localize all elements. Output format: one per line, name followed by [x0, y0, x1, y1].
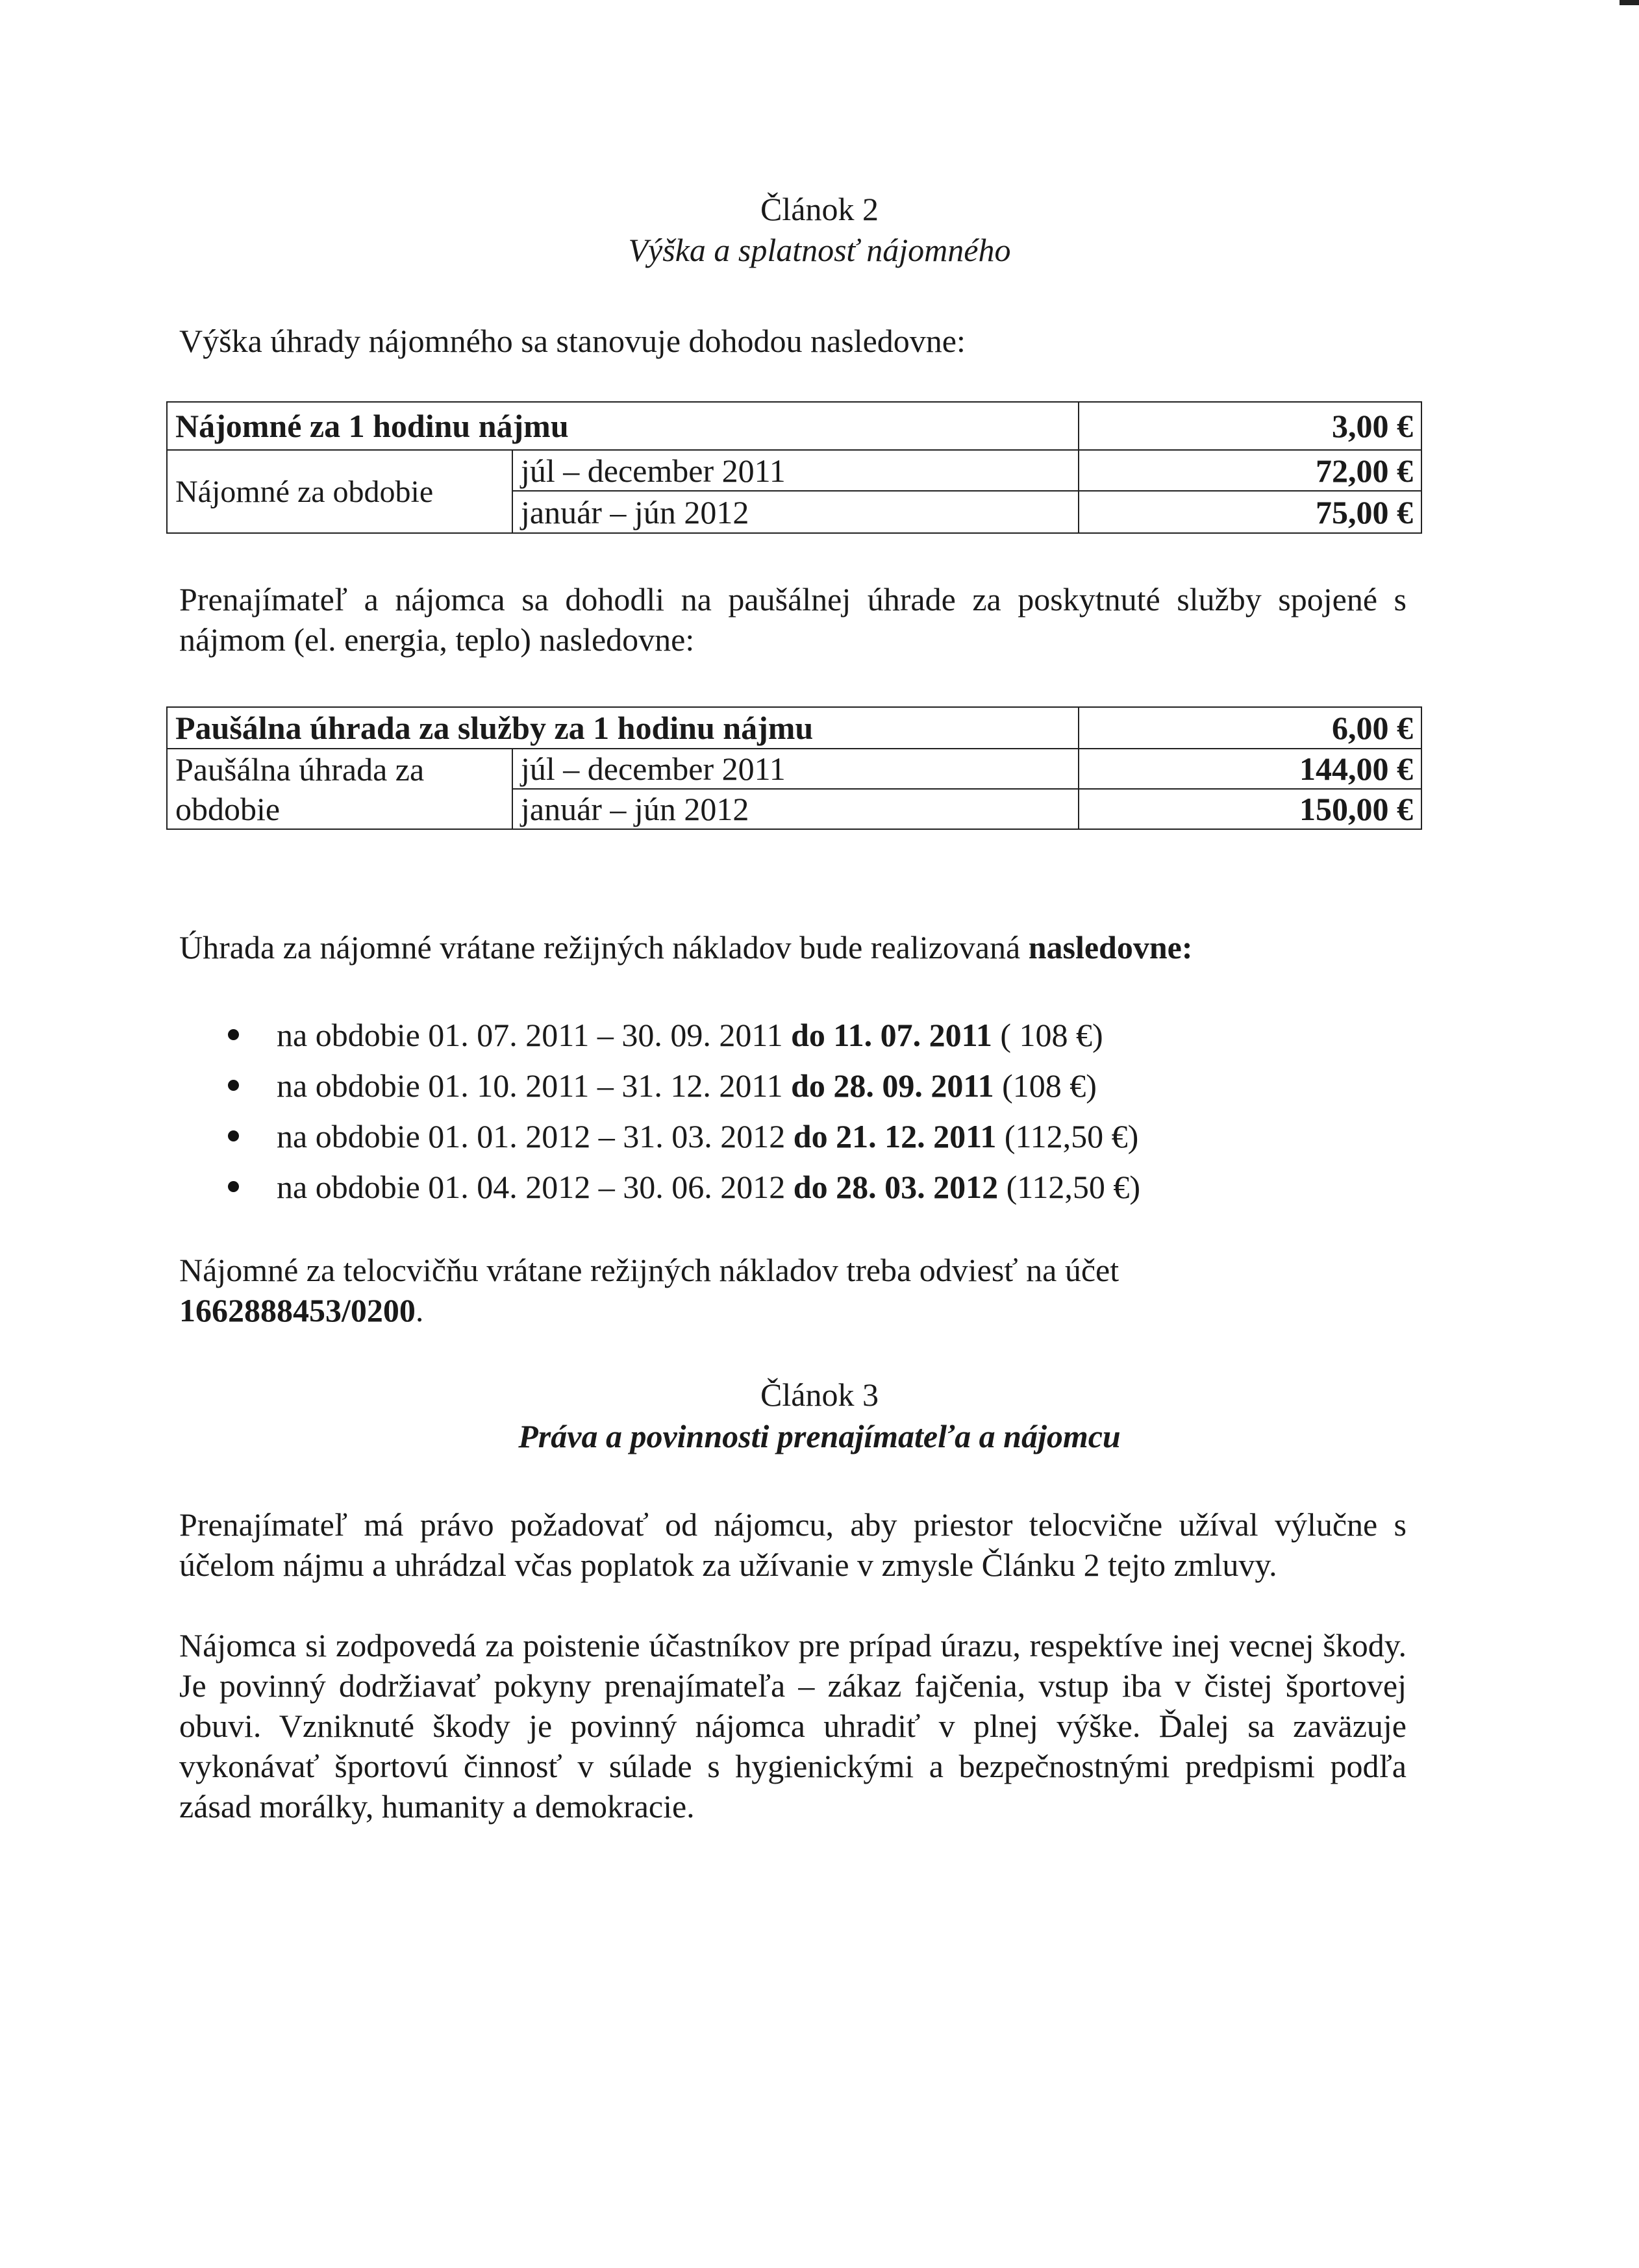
rent-period-2-value: 75,00 €	[1079, 491, 1421, 533]
account-text: Nájomné za telocvičňu vrátane režijných nákladov treba odviesť na účet	[179, 1252, 1120, 1288]
bullet-icon	[228, 1181, 239, 1192]
payment-intro	[179, 927, 1407, 967]
corner-mark	[1620, 0, 1639, 5]
payment-period: na obdobie 01. 01. 2012 – 31. 03. 2012	[277, 1118, 786, 1154]
payment-list	[179, 1010, 1140, 1212]
account-suffix: .	[415, 1292, 424, 1328]
payment-due: do 28. 03. 2012	[793, 1169, 999, 1205]
payment-due: do 21. 12. 2011	[793, 1118, 997, 1154]
rent-period-2: január – jún 2012	[512, 491, 1079, 533]
payment-period: na obdobie 01. 07. 2011 – 30. 09. 2011	[277, 1017, 783, 1053]
list-item	[179, 1010, 1140, 1060]
article-2-subtitle: Výška a splatnosť nájomného	[628, 232, 1011, 268]
article-3-paragraph-1: Prenajímateľ má právo požadovať od nájomcu, aby priestor telocvične užíval výlučne s účelom nájmu a uhrádzal včas poplatok za užívanie v zmysle Článku 2 tejto zmluvy.	[179, 1506, 1407, 1583]
article-3-subtitle: Práva a povinnosti prenajímateľa a nájomcu	[518, 1418, 1121, 1454]
payment-due: do 11. 07. 2011	[791, 1017, 992, 1053]
services-period-1: júl – december 2011	[512, 749, 1079, 789]
payment-amount: (112,50 €)	[1004, 1118, 1139, 1154]
rent-period-1-value: 72,00 €	[1079, 450, 1421, 491]
payment-intro-bold: nasledovne:	[1028, 929, 1193, 966]
services-period-2-value: 150,00 €	[1079, 789, 1421, 829]
rent-hourly-value: 3,00 €	[1079, 402, 1421, 450]
payment-period: na obdobie 01. 10. 2011 – 31. 12. 2011	[277, 1067, 783, 1104]
account-number: 1662888453/0200	[179, 1292, 416, 1328]
bullet-icon	[228, 1080, 239, 1091]
payment-intro-text: Úhrada za nájomné vrátane režijných nákladov bude realizovaná	[179, 929, 1021, 966]
rent-intro: Výška úhrady nájomného sa stanovuje dohodou nasledovne:	[179, 323, 966, 359]
article-2-title: Článok 2	[760, 191, 879, 227]
payment-amount: (108 €)	[1002, 1067, 1097, 1104]
account-paragraph	[179, 1250, 1407, 1330]
list-item	[179, 1060, 1140, 1111]
list-item	[179, 1162, 1140, 1212]
services-period-label-2: obdobie	[167, 789, 512, 829]
services-hourly-label: Paušálna úhrada za služby za 1 hodinu nájmu	[167, 707, 1079, 749]
payment-due: do 28. 09. 2011	[791, 1067, 994, 1104]
rent-period-label: Nájomné za obdobie	[167, 450, 512, 533]
services-table	[166, 706, 1422, 830]
payment-amount: ( 108 €)	[1000, 1017, 1103, 1053]
services-period-2: január – jún 2012	[512, 789, 1079, 829]
services-period-label-1: Paušálna úhrada za	[167, 749, 512, 789]
rent-table	[166, 401, 1422, 534]
services-hourly-value: 6,00 €	[1079, 707, 1421, 749]
bullet-icon	[228, 1130, 239, 1141]
rent-hourly-label: Nájomné za 1 hodinu nájmu	[167, 402, 1079, 450]
list-item	[179, 1111, 1140, 1162]
services-intro: Prenajímateľ a nájomca sa dohodli na paušálnej úhrade za poskytnuté služby spojené s nájmom (el. energia, teplo) nasledovne:	[179, 581, 1407, 658]
bullet-icon	[228, 1029, 239, 1040]
rent-period-1: júl – december 2011	[512, 450, 1079, 491]
services-period-1-value: 144,00 €	[1079, 749, 1421, 789]
payment-period: na obdobie 01. 04. 2012 – 30. 06. 2012	[277, 1169, 786, 1205]
article-3-title: Článok 3	[760, 1377, 879, 1413]
payment-amount: (112,50 €)	[1006, 1169, 1141, 1205]
article-3-paragraph-2: Nájomca si zodpovedá za poistenie účastníkov pre prípad úrazu, respektíve inej vecnej škody. Je povinný dodržiavať pokyny prenajímateľa – zákaz fajčenia, vstup iba v čistej športovej obuvi. Vzniknuté škody je povinný nájomca uhradiť v plnej výške. Ďalej sa zaväzuje vykonávať športovú činnosť v súlade s hygienickými a bezpečnostnými predpismi podľa zásad morálky, humanity a demokracie.	[179, 1627, 1407, 1825]
